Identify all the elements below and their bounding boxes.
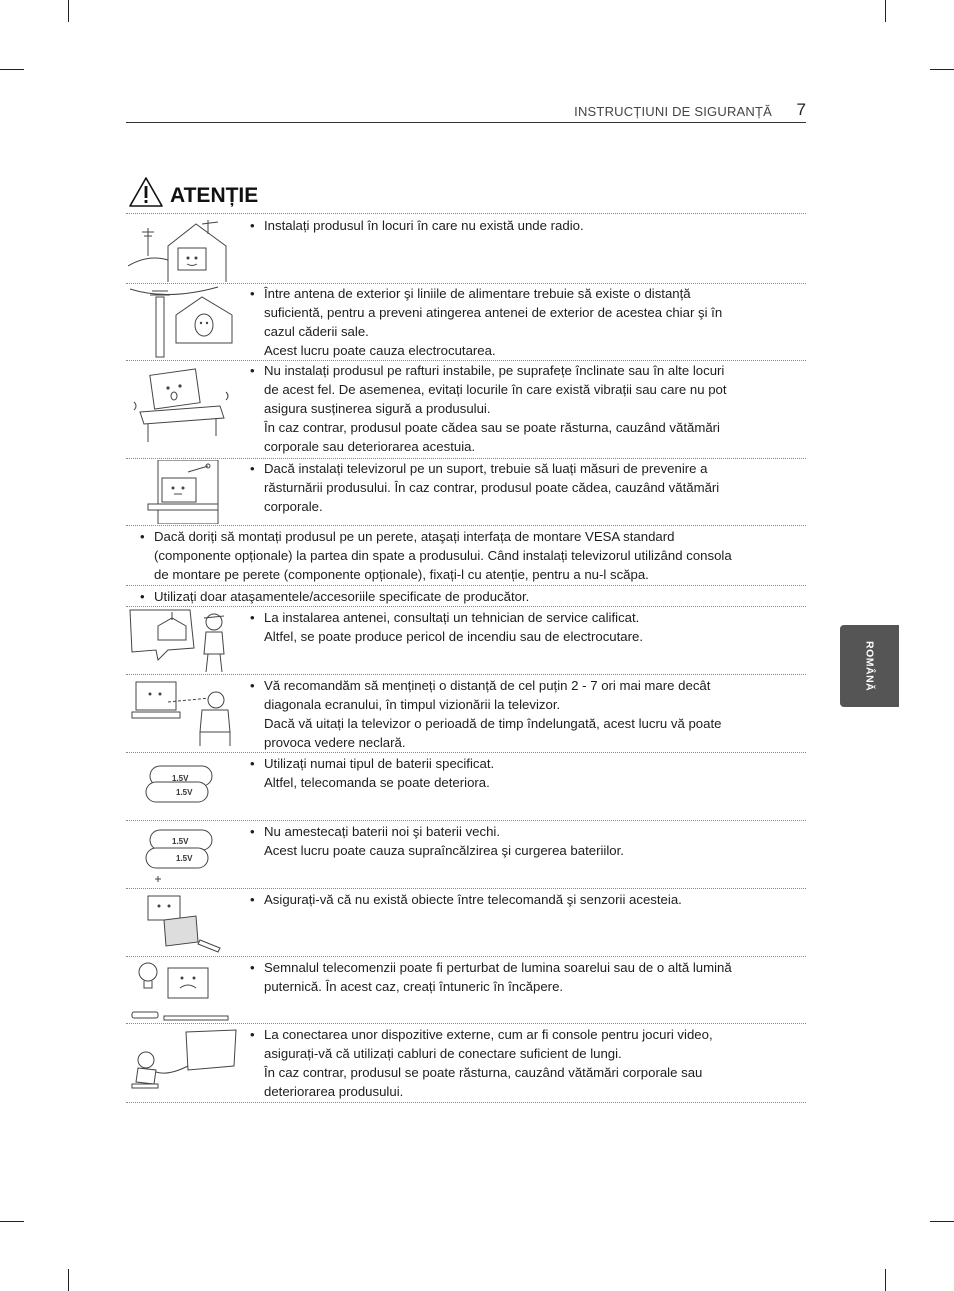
item-text: Asigurați-vă că nu există obiecte între telecomandă şi senzorii acesteia. [264, 892, 682, 907]
battery-label: 1.5V [176, 788, 193, 797]
item-text: Nu instalați produsul pe rafturi instabile, pe suprafețe înclinate sau în alte locuri [264, 363, 725, 378]
item-text: asigurați-vă că utilizați cabluri de conectare suficient de lungi. [264, 1046, 622, 1061]
page-number: 7 [796, 100, 806, 119]
item-text: Altfel, se poate produce pericol de incendiu sau de electrocutare. [264, 629, 644, 644]
divider [126, 820, 806, 821]
item-text: suficientă, pentru a preveni atingerea antenei de exterior de acestea chiar şi în [264, 305, 723, 320]
battery-label: 1.5V [172, 774, 189, 783]
bullet: • [250, 1027, 255, 1042]
item-text: Dacă vă uitați la televizor o perioadă de timp îndelungată, acest lucru vă poate [264, 716, 722, 731]
divider [126, 956, 806, 957]
item-text: de acest fel. De asemenea, evitați locurile în care există vibrații sau care nu pot [264, 382, 727, 397]
item-text: corporale sau deteriorarea acestuia. [264, 439, 476, 454]
bullet: • [140, 589, 145, 604]
warning-triangle-icon [128, 176, 164, 208]
bullet: • [140, 529, 145, 544]
item-text: de montare pe perete (componente opționale), fixați-l cu atenție, pentru a nu-l scăpa. [154, 567, 649, 582]
page-header [126, 100, 806, 123]
crop-mark [885, 1269, 886, 1291]
item-text: diagonala ecranului, în timpul vizionării la televizor. [264, 697, 561, 712]
crop-mark [68, 1269, 69, 1291]
bullet: • [250, 218, 255, 233]
crop-mark [930, 1221, 954, 1222]
crop-mark [885, 0, 886, 22]
divider [126, 213, 806, 214]
header-title: INSTRUCȚIUNI DE SIGURANȚĂ [574, 104, 772, 119]
item-text: Dacă instalați televizorul pe un suport, trebuie să luați măsuri de prevenire a [264, 461, 708, 476]
item-text: răsturnării produsului. În caz contrar, produsul poate cădea, cauzând vătămări [264, 480, 720, 495]
divider [126, 674, 806, 675]
item-text: Utilizați numai tipul de baterii specificat. [264, 756, 495, 771]
divider [126, 585, 806, 586]
item-text: Dacă doriți să montați produsul pe un perete, ataşați interfața de montare VESA standard [154, 529, 675, 544]
item-text: Instalați produsul în locuri în care nu există unde radio. [264, 218, 584, 233]
language-tab-label: ROMÂNĂ [863, 640, 876, 692]
item-text: Altfel, telecomanda se poate deteriora. [264, 775, 490, 790]
bullet: • [250, 824, 255, 839]
bullet: • [250, 678, 255, 693]
item-text: În caz contrar, produsul poate cădea sau se poate răsturna, cauzând vătămări [264, 420, 720, 435]
crop-mark [0, 1221, 24, 1222]
divider [126, 1102, 806, 1103]
item-text: În caz contrar, produsul se poate răsturna, cauzând vătămări corporale sau [264, 1065, 703, 1080]
item-text: cazul căderii sale. [264, 324, 369, 339]
battery-label: 1.5V [176, 854, 193, 863]
item-text: Semnalul telecomenzii poate fi perturbat de lumina soarelui sau de o altă lumină [264, 960, 732, 975]
bullet: • [250, 610, 255, 625]
item-text: Utilizați doar ataşamentele/accesoriile specificate de producător. [154, 589, 530, 604]
battery-label: 1.5V [172, 837, 189, 846]
batteries-illustration [128, 758, 238, 814]
tv-house-antenna-illustration [128, 216, 238, 282]
technician-antenna-illustration [128, 608, 238, 674]
item-text: La instalarea antenei, consultați un tehnician de service calificat. [264, 610, 640, 625]
item-text: Nu amestecați baterii noi şi baterii vechi. [264, 824, 501, 839]
item-text: deteriorarea produsului. [264, 1084, 404, 1099]
item-text: provoca vedere neclară. [264, 735, 406, 750]
item-text: corporale. [264, 499, 323, 514]
bullet: • [250, 960, 255, 975]
bullet: • [250, 286, 255, 301]
bullet: • [250, 892, 255, 907]
crop-mark [68, 0, 69, 22]
crop-mark [930, 69, 954, 70]
divider [126, 606, 806, 607]
bullet: • [250, 756, 255, 771]
divider [126, 525, 806, 526]
item-text: puternică. În acest caz, creați întuneric în încăpere. [264, 979, 564, 994]
item-text: asigura susținerea sigură a produsului. [264, 401, 491, 416]
item-text: La conectarea unor dispozitive externe, cum ar fi console pentru jocuri video, [264, 1027, 713, 1042]
crop-mark [0, 69, 24, 70]
cable-length-illustration [128, 1026, 238, 1100]
divider [126, 1023, 806, 1024]
item-text: Acest lucru poate cauza supraîncălzirea şi curgerea bateriilor. [264, 843, 624, 858]
mixed-batteries-illustration [128, 824, 238, 884]
language-tab [840, 625, 899, 707]
outdoor-antenna-power-lines-illustration [128, 285, 238, 359]
item-text: Vă recomandăm să mențineți o distanță de cel puțin 2 - 7 ori mai mare decât [264, 678, 711, 693]
viewing-distance-illustration [128, 676, 238, 750]
section-title: ATENȚIE [170, 184, 259, 207]
item-text: Acest lucru poate cauza electrocutarea. [264, 343, 496, 358]
tv-stand-anti-tip-illustration [128, 460, 238, 524]
unstable-shelf-tv-illustration [128, 362, 238, 456]
item-text: (componente opționale) la partea din spate a produsului. Când instalați televizorul utilizând consola [154, 548, 732, 563]
remote-obstacle-illustration [128, 890, 238, 954]
item-text: Între antena de exterior şi liniile de alimentare trebuie să existe o distanță [264, 286, 691, 301]
strong-light-remote-illustration [128, 958, 238, 1022]
divider [126, 888, 806, 889]
bullet: • [250, 461, 255, 476]
divider [126, 752, 806, 753]
bullet: • [250, 363, 255, 378]
